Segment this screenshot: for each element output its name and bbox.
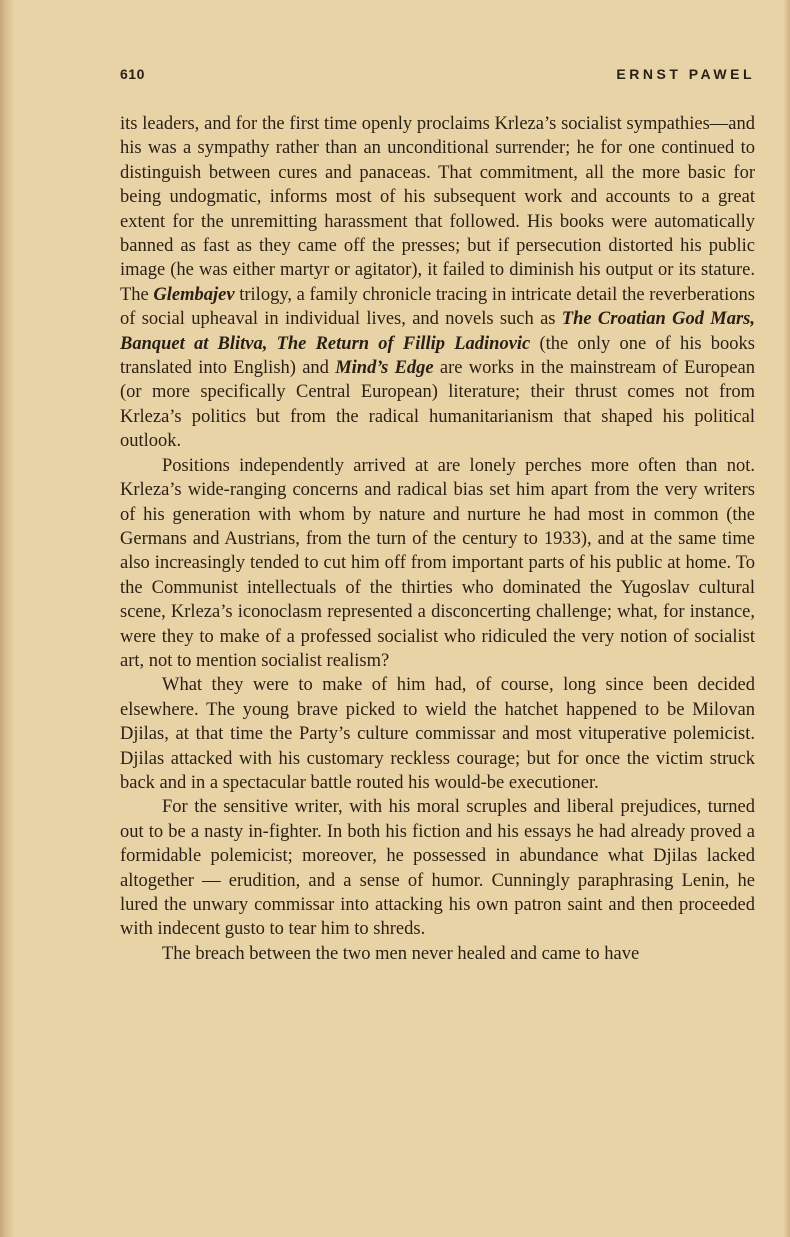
page-header (120, 66, 755, 88)
page-number: 610 (120, 66, 145, 82)
paragraph (120, 795, 755, 941)
italic-title: Mind’s Edge (335, 358, 434, 379)
page-edge (784, 0, 790, 1237)
text-segment: The breach between the two men never healed and came to have (162, 943, 640, 964)
text-segment: Positions independently arrived at are lonely perches more often than not. Krleza’s wide-ranging concerns and radical bias set him apart from the very writers of his generation with whom by nature and nurture he had most in common (the Germans and Austrians, from the turn of the century to 1933), and at the same time also increasingly tended to cut him off from important parts of his public at home. To the Communist intellectuals of the thirties who dominated the Yugoslav cultural scene, Krleza’s iconoclasm represented a disconcerting challenge; what, for instance, were they to make of a professed socialist who ridiculed the very notion of socialist art, not to mention socialist realism? (120, 455, 755, 671)
italic-title: The Croatian God Mars, Banquet at Blitva, The Return of Fillip Ladinovic (120, 309, 755, 354)
text-segment: (the only one of his books translated into English) and (120, 333, 756, 379)
paragraph (120, 673, 755, 795)
text-segment: trilogy, a family chronicle tracing in intricate detail the reverberations of social upheaval in individual lives, and novels such as (120, 284, 756, 330)
text-segment: are works in the mainstream of European (or more specifically Central European) literature; their thrust comes not from Krleza’s politics but from the radical humanitarianism that shaped his political outlook. (120, 358, 755, 452)
paragraph (120, 454, 755, 674)
paragraph (120, 112, 755, 454)
text-segment: its leaders, and for the first time openly proclaims Krleza’s socialist sympathies—and his was a sympathy rather than an unconditional surrender; he for one continued to distinguish between cures and panaceas. That commitment, all the more basic for being undogmatic, informs most of his subsequent work and accounts to a great extent for the unremitting harassment that followed. His books were automatically banned as fast as they came off the presses; but if persecution distorted his public image (he was either martyr or agitator), it failed to diminish his output or its stature. The (120, 114, 755, 305)
paragraph (120, 942, 755, 966)
book-gutter (0, 0, 14, 1237)
text-segment: For the sensitive writer, with his moral scruples and liberal prejudices, turned out to be a nasty in-fighter. In both his fiction and his essays he had already proved a formidable polemicist; moreover, he possessed in abundance what Djilas lacked altogether — erudition, and a sense of humor. Cunningly paraphrasing Lenin, he lured the unwary commissar into attacking his own patron saint and then proceeded with indecent gusto to tear him to shreds. (120, 797, 755, 940)
text-segment: What they were to make of him had, of course, long since been decided elsewhere. The young brave picked to wield the hatchet happened to be Milovan Djilas, at that time the Party’s culture commissar and most vituperative polemicist. Djilas attacked with his customary reckless courage; but for once the victim struck back and in a spectacular battle routed his would-be executioner. (120, 675, 755, 793)
running-head: ERNST PAWEL (616, 66, 755, 82)
body-text (120, 112, 755, 966)
italic-title: Glembajev (153, 284, 235, 305)
